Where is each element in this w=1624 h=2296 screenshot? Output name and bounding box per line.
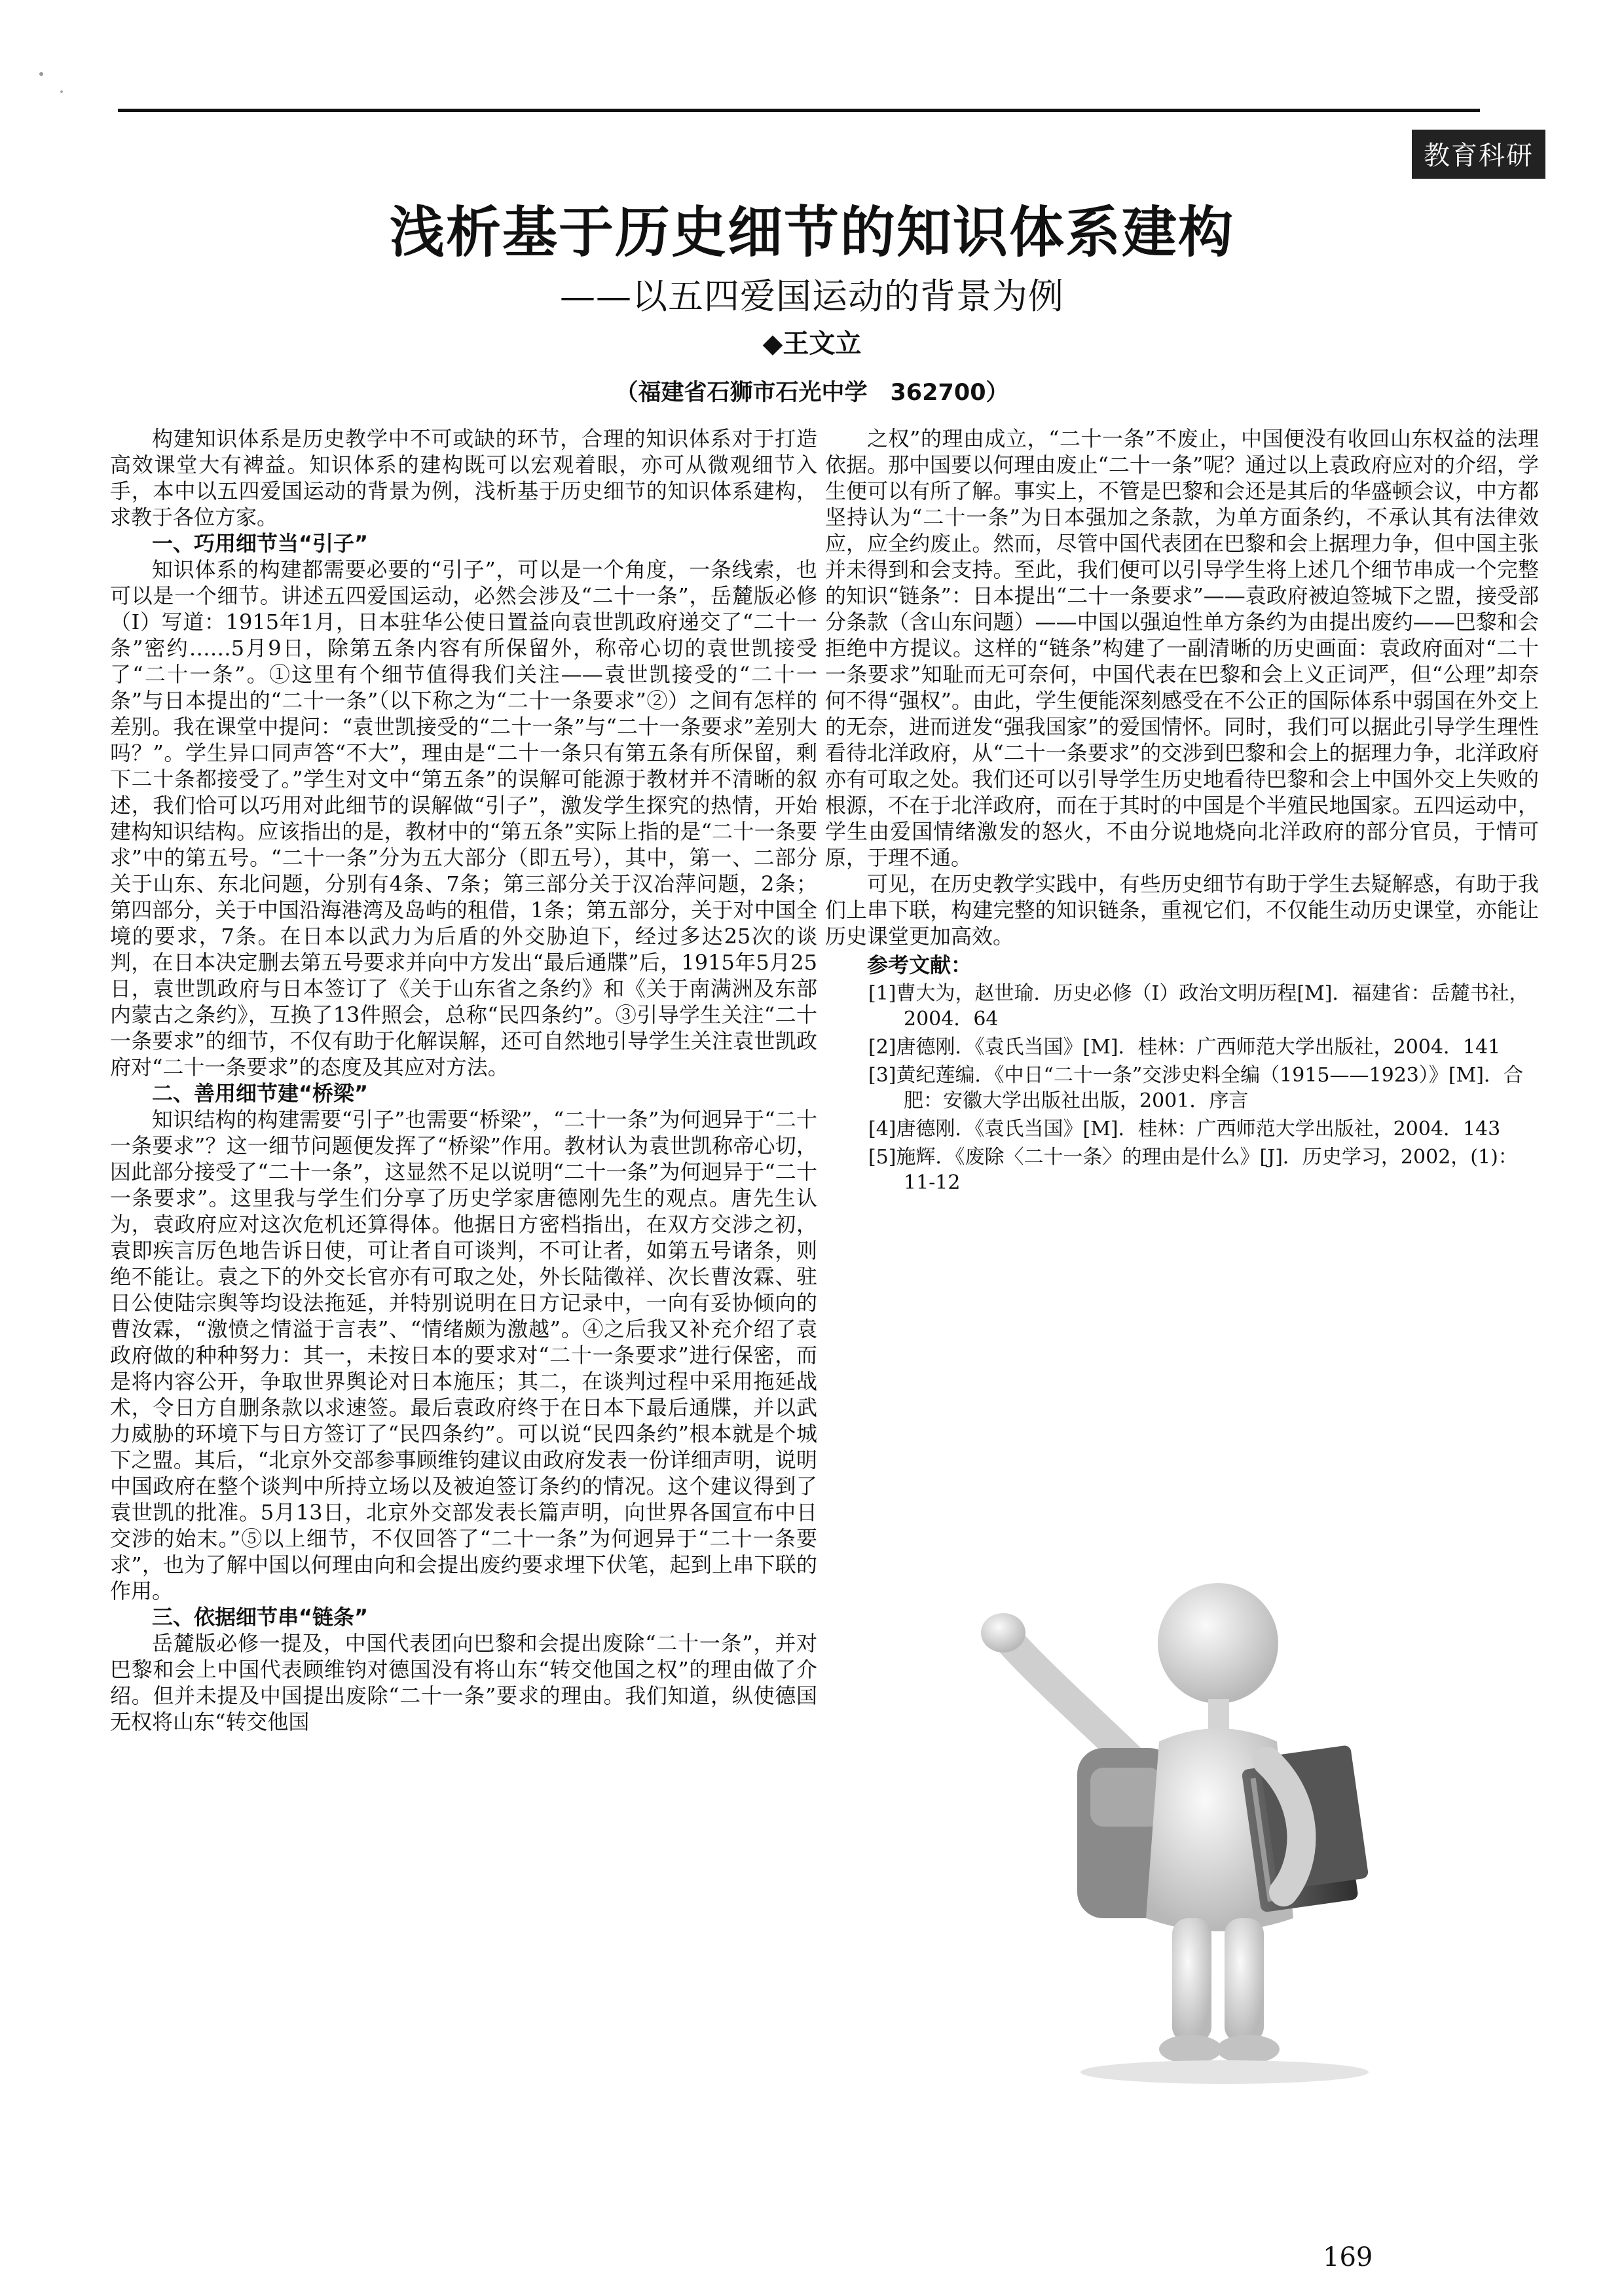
reference-item: [2]唐德刚．《袁氏当国》[M]．桂林：广西师范大学出版社，2004．141 [868, 1036, 1501, 1059]
references-heading: 参考文献： [867, 953, 972, 977]
article-subtitle: ——以五四爱国运动的背景为例 [560, 276, 1064, 317]
scan-speck [60, 90, 63, 93]
body-paragraph: 岳麓版必修一提及，中国代表团向巴黎和会提出废除“二十一条”，并对巴黎和会上中国代表顾维钧对德国没有将山东“转交他国之权”的理由做了介绍。但并未提及中国提出废除“二十一条”要求的理由。我们知道，纵使德国无权将山东“转交他国 [110, 1631, 817, 1734]
body-paragraph: 知识结构的构建需要“引子”也需要“桥梁”，“二十一条”为何迥异于“二十一条要求”？这一细节问题便发挥了“桥梁”作用。教材认为袁世凯称帝心切，因此部分接受了“二十一条”，这显然不足以说明“二十一条”为何迥异于“二十一条要求”。这里我与学生们分享了历史学家唐德刚先生的观点。唐先生认为，袁政府应对这次危机还算得体。他据日方密档指出，在双方交涉之初，袁即疾言厉色地告诉日使，可让者自可谈判，不可让者，如第五号诸条，则绝不能让。袁之下的外交长官亦有可取之处，外长陆徵祥、次长曹汝霖、驻日公使陆宗舆等均设法拖延，并特别说明在日方记录中，一向有妥协倾向的曹汝霖，“激愤之情溢于言表”、“情绪颇为激越”。④之后我又补充介绍了袁政府做的种种努力：其一，未按日本的要求对“二十一条要求”进行保密，而是将内容公开，争取世界舆论对日本施压；其二，在谈判过程中采用拖延战术，令日方自删条款以求速签。最后袁政府终于在日本下最后通牒，并以武力威胁的环境下与日方签订了“民四条约”。可以说“民四条约”根本就是个城下之盟。其后，“北京外交部参事顾维钧建议由政府发表一份详细声明，说明中国政府在整个谈判中所持立场以及被迫签订条约的情况。这个建议得到了袁世凯的批准。5月13日，北京外交部发表长篇声明，向世界各国宣布中日交涉的始末。”⑤以上细节，不仅回答了“二十一条”为何迥异于“二十一条要求”，也为了解中国以何理由向和会提出废约要求埋下伏笔，起到上串下联的作用。 [110, 1107, 817, 1603]
body-paragraph: 之权”的理由成立，“二十一条”不废止，中国便没有收回山东权益的法理依据。那中国要以何理由废止“二十一条”呢？通过以上袁政府应对的介绍，学生便可以有所了解。事实上，不管是巴黎和会还是其后的华盛顿会议，中方都坚持认为“二十一条”为日本强加之条款，为单方面条约，不承认其有法律效应，应全约废止。然而，尽管中国代表团在巴黎和会上据理力争，但中国主张并未得到和会支持。至此，我们便可以引导学生将上述几个细节串成一个完整的知识“链条”：日本提出“二十一条要求”——袁政府被迫签城下之盟，接受部分条款（含山东问题）——中国以强迫性单方条约为由提出废约——巴黎和会拒绝中方提议。这样的“链条”构建了一副清晰的历史画面：袁政府面对“二十一条要求”知耻而无可奈何，中国代表在巴黎和会上义正词严，但“公理”却奈何不得“强权”。由此，学生便能深刻感受在不公正的国际体系中弱国在外交上的无奈，进而迸发“强我国家”的爱国情怀。同时，我们可以据此引导学生理性看待北洋政府，从“二十一条要求”的交涉到巴黎和会上的据理力争，北洋政府亦有可取之处。我们还可以引导学生历史地看待巴黎和会上中国外交上失败的根源，不在于北洋政府，而在于其时的中国是个半殖民地国家。五四运动中，学生由爱国情绪激发的怒火，不由分说地烧向北洋政府的部分官员，于情可原，于理不通。 [825, 426, 1539, 870]
student-figure-icon [943, 1552, 1467, 2088]
section-tag: 教育科研 [1412, 130, 1545, 179]
article-author: ◆王文立 [762, 329, 862, 359]
article-title: 浅析基于历史细节的知识体系建构 [389, 200, 1234, 264]
section-heading-1: 一、巧用细节当“引子” [152, 531, 369, 556]
conclusion-paragraph: 可见，在历史教学实践中，有些历史细节有助于学生去疑解惑，有助于我们上串下联，构建完整的知识链条，重视它们，不仅能生动历史课堂，亦能让历史课堂更加高效。 [825, 871, 1539, 949]
reference-item: [3]黄纪莲编．《中日“二十一条”交涉史料全编（1915——1923）》[M]．合肥：安徽大学出版社出版，2001．序言 [868, 1064, 1523, 1112]
section-heading-2: 二、善用细节建“桥梁” [152, 1081, 369, 1106]
body-paragraph: 知识体系的构建都需要必要的“引子”，可以是一个角度，一条线索，也可以是一个细节。讲述五四爱国运动，必然会涉及“二十一条”，岳麓版必修（Ⅰ）写道：1915年1月，日本驻华公使日置益向袁世凯政府递交了“二十一条”密约……5月9日，除第五条内容有所保留外，称帝心切的袁世凯接受了“二十一条”。①这里有个细节值得我们关注——袁世凯接受的“二十一条”与日本提出的“二十一条”（以下称之为“二十一条要求”②）之间有怎样的差别。我在课堂中提问：“袁世凯接受的“二十一条”与“二十一条要求”差别大吗？”。学生异口同声答“不大”，理由是“二十一条只有第五条有所保留，剩下二十条都接受了。”学生对文中“第五条”的误解可能源于教材并不清晰的叙述，我们恰可以巧用对此细节的误解做“引子”，激发学生探究的热情，开始建构知识结构。应该指出的是，教材中的“第五条”实际上指的是“二十一条要求”中的第五号。“二十一条”分为五大部分（即五号），其中，第一、二部分关于山东、东北问题，分别有4条、7条；第三部分关于汉冶萍问题，2条；第四部分，关于中国沿海港湾及岛屿的租借，1条；第五部分，关于对中国全境的要求，7条。在日本以武力为后盾的外交胁迫下，经过多达25次的谈判，在日本决定删去第五号要求并向中方发出“最后通牒”后，1915年5月25日，袁世凯政府与日本签订了《关于山东省之条约》和《关于南满洲及东部内蒙古之条约》，互换了13件照会，总称“民四条约”。③引导学生关注“二十一条要求”的细节，不仅有助于化解误解，还可自然地引导学生关注袁世凯政府对“二十一条要求”的态度及其应对方法。 [110, 557, 817, 1080]
scan-speck [39, 72, 43, 76]
page-number: 169 [1323, 2242, 1373, 2272]
right-column [825, 426, 1539, 1408]
reference-item: [4]唐德刚．《袁氏当国》[M]．桂林：广西师范大学出版社，2004．143 [868, 1118, 1501, 1140]
intro-paragraph: 构建知识体系是历史教学中不可或缺的环节，合理的知识体系对于打造高效课堂大有裨益。知识体系的建构既可以宏观着眼，亦可从微观细节入手，本中以五四爱国运动的背景为例，浅析基于历史细节的知识体系建构，求教于各位方家。 [110, 426, 817, 530]
reference-item: [5]施辉．《废除〈二十一条〉的理由是什么》[J]．历史学习，2002，(1)：11-12 [868, 1146, 1518, 1194]
reference-item: [1]曹大为，赵世瑜．历史必修（Ⅰ）政治文明历程[M]．福建省：岳麓书社，2004．64 [868, 982, 1529, 1030]
left-column [110, 426, 817, 2062]
author-affiliation: （福建省石狮市石光中学 362700） [615, 380, 1009, 406]
header-rule [118, 109, 1480, 112]
section-heading-3: 三、依据细节串“链条” [152, 1605, 369, 1630]
